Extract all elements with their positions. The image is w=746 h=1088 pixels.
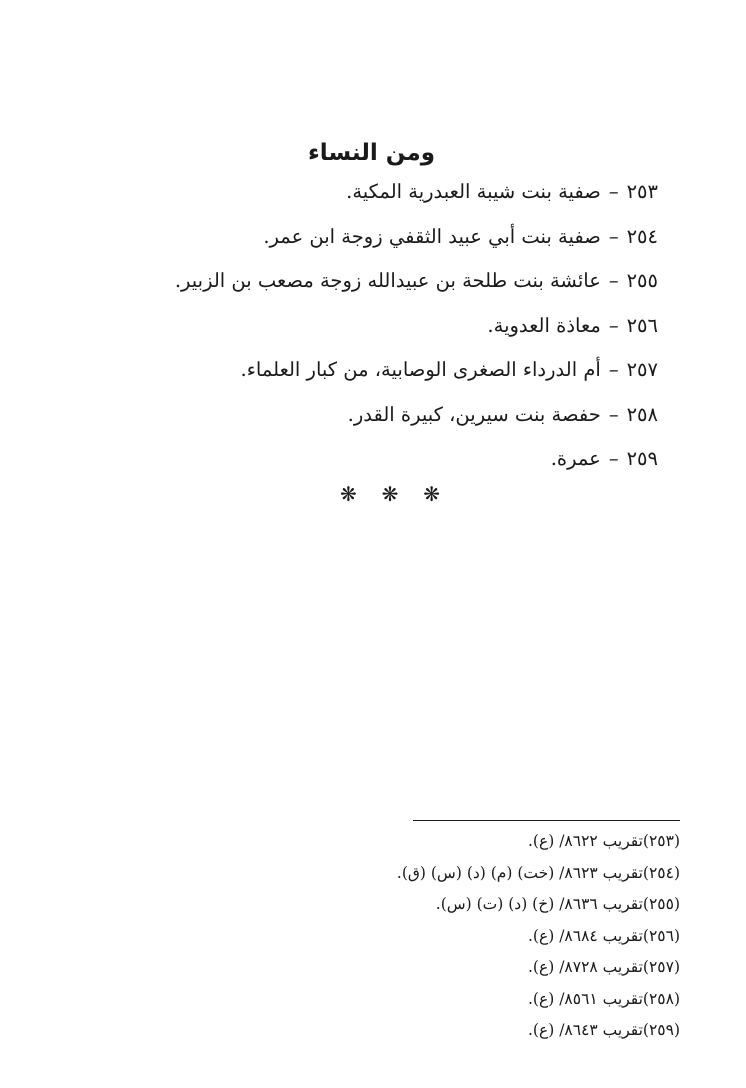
- asterism-icon: ❋: [381, 482, 399, 506]
- entry-dash: –: [608, 313, 619, 337]
- entry-item: [98, 263, 658, 308]
- footnote: (٢٥٤)تقريب ٨٦٢٣/ (خت) (م) (د) (س) (ق).: [396, 863, 680, 882]
- entry-number: ٢٥٦: [626, 313, 658, 337]
- footnotes-list: [260, 826, 680, 1047]
- entry-number: ٢٥٩: [626, 447, 658, 470]
- entry-text: أم الدرداء الصغرى الوصابية، من كبار العلماء.: [240, 358, 601, 381]
- entry-dash: –: [608, 224, 619, 248]
- entry-text: عائشة بنت طلحة بن عبيدالله زوجة مصعب بن الزبير.: [174, 269, 601, 292]
- entry-text: صفية بنت شيبة العبدرية المكية.: [346, 180, 601, 203]
- entry-dash: –: [608, 269, 619, 292]
- footnote: (٢٥٦)تقريب ٨٦٨٤/ (ع).: [528, 926, 680, 945]
- entry-number: ٢٥٣: [626, 180, 658, 203]
- footnote: (٢٥٧)تقريب ٨٧٢٨/ (ع).: [528, 958, 680, 976]
- entry-dash: –: [608, 180, 619, 203]
- entry-item: [98, 397, 658, 442]
- entry-item: [98, 219, 658, 264]
- section-heading: ومن النساء: [308, 140, 435, 166]
- entries-list: [98, 174, 658, 486]
- entry-number: ٢٥٤: [626, 224, 658, 248]
- asterism-icon: ❋: [423, 482, 440, 506]
- asterism-icon: ❋: [340, 482, 357, 506]
- entry-dash: –: [608, 447, 619, 470]
- entry-text: معاذة العدوية.: [487, 313, 601, 337]
- footnote: (٢٥٣)تقريب ٨٦٢٢/ (ع).: [528, 832, 680, 850]
- entry-text: عمرة.: [550, 447, 601, 470]
- footnote: (٢٥٨)تقريب ٨٥٦١/ (ع).: [528, 989, 680, 1008]
- entry-number: ٢٥٥: [626, 269, 658, 292]
- entry-number: ٢٥٧: [626, 358, 658, 381]
- entry-text: حفصة بنت سيرين، كبيرة القدر.: [347, 402, 601, 426]
- entry-item: [98, 441, 658, 486]
- entry-number: ٢٥٨: [626, 402, 658, 426]
- footnote-divider: [413, 820, 680, 821]
- entry-dash: –: [608, 402, 619, 426]
- entry-item: [98, 352, 658, 397]
- entry-text: صفية بنت أبي عبيد الثقفي زوجة ابن عمر.: [263, 224, 601, 248]
- entry-dash: –: [608, 358, 619, 381]
- entry-item: [98, 308, 658, 353]
- section-separator: [340, 482, 440, 506]
- footnote: (٢٥٩)تقريب ٨٦٤٣/ (ع).: [528, 1021, 680, 1039]
- footnote: (٢٥٥)تقريب ٨٦٣٦/ (خ) (د) (ت) (س).: [435, 895, 680, 913]
- entry-item: [98, 174, 658, 219]
